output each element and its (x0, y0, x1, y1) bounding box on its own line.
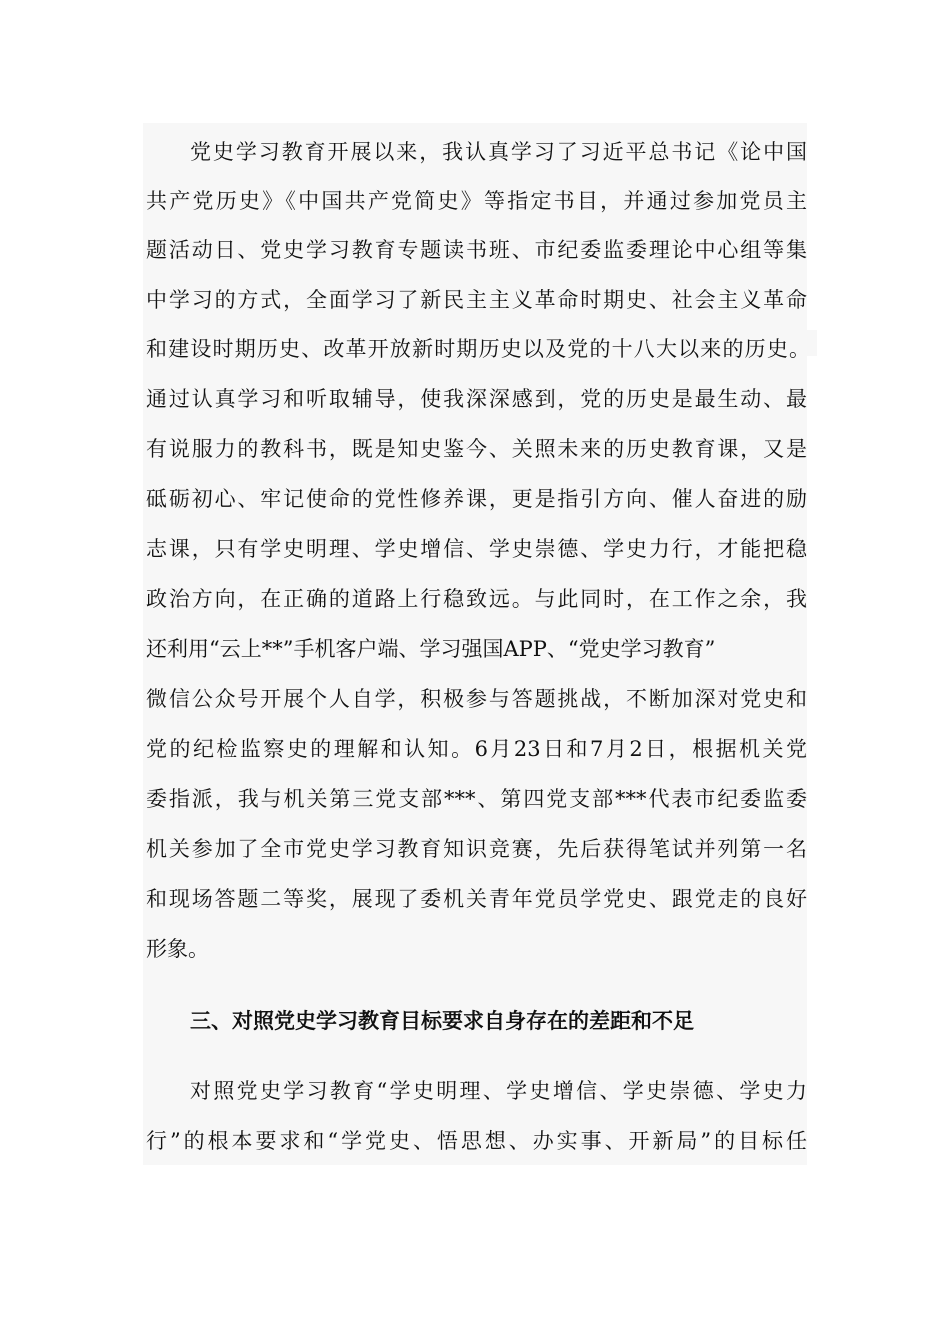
paragraph-line: 党史学习教育开展以来，我认真学习了习近平总书记《论中国 (190, 140, 807, 164)
paragraph-line: 机关参加了全市党史学习教育知识竞赛，先后获得笔试并列第一名 (146, 837, 807, 861)
paragraph-line: 行”的根本要求和“学党史、悟思想、办实事、开新局”的目标任 (146, 1129, 807, 1153)
section-heading: 三、对照党史学习教育目标要求自身存在的差距和不足 (190, 1009, 694, 1033)
paragraph-line: 通过认真学习和听取辅导，使我深深感到，党的历史是最生动、最 (146, 387, 807, 411)
paragraph-line: 有说服力的教科书，既是知史鉴今、关照未来的历史教育课，又是 (146, 437, 807, 461)
paragraph-line: 共产党历史》《中国共产党简史》等指定书目，并通过参加党员主 (146, 189, 807, 213)
paragraph-line: 对照党史学习教育“学史明理、学史增信、学史崇德、学史力 (190, 1079, 807, 1103)
paragraph-line: 中学习的方式，全面学习了新民主主义革命时期史、社会主义革命 (146, 288, 807, 312)
paragraph-line: 委指派，我与机关第三党支部***、第四党支部***代表市纪委监委 (146, 787, 807, 811)
paragraph-line: 党的纪检监察史的理解和认知。6月23日和7月2日，根据机关党 (146, 737, 807, 761)
paragraph-line: 题活动日、党史学习教育专题读书班、市纪委监委理论中心组等集 (146, 238, 807, 262)
paragraph-line: 形象。 (146, 937, 209, 961)
paragraph-line: 微信公众号开展个人自学，积极参与答题挑战，不断加深对党史和 (146, 687, 807, 711)
paragraph-line: 和现场答题二等奖，展现了委机关青年党员学党史、跟党走的良好 (146, 887, 807, 911)
paragraph-line: 志课，只有学史明理、学史增信、学史崇德、学史力行，才能把稳 (146, 537, 807, 561)
paragraph-line: 政治方向，在正确的道路上行稳致远。与此同时，在工作之余，我 (146, 587, 807, 611)
paragraph-line: 砥砺初心、牢记使命的党性修养课，更是指引方向、催人奋进的励 (146, 487, 807, 511)
paragraph-line: 还利用“云上**”手机客户端、学习强国APP、“党史学习教育” (146, 637, 716, 661)
paragraph-line: 和建设时期历史、改革开放新时期历史以及党的十八大以来的历史。 (146, 337, 810, 361)
